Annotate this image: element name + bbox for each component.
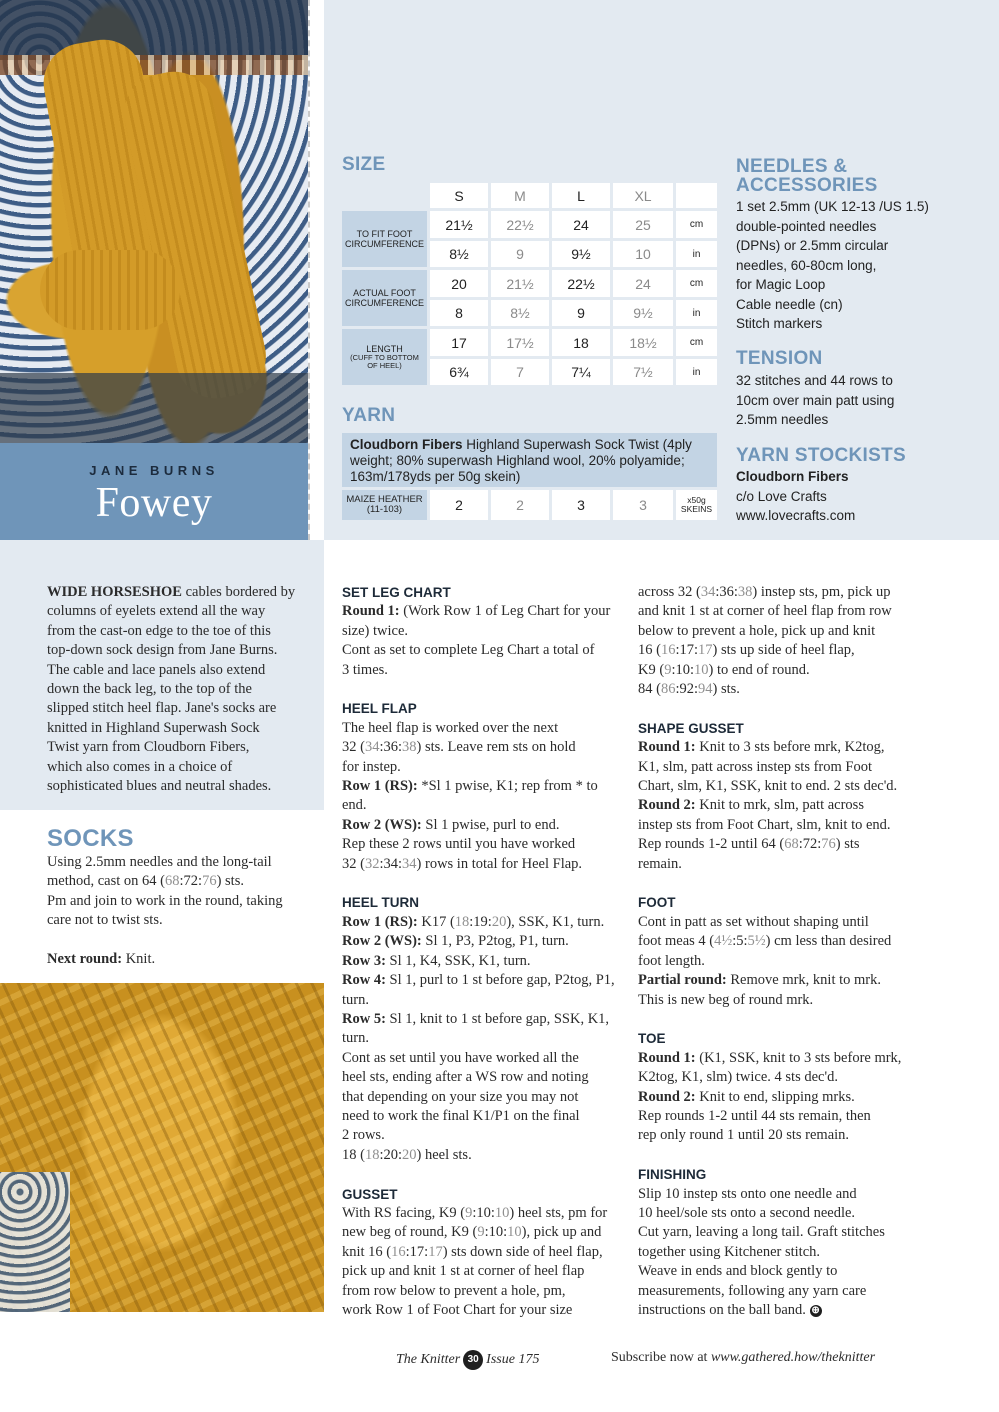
- size-value: 38: [402, 739, 417, 756]
- text-line: size) twice.: [342, 622, 409, 639]
- size-value: 9: [465, 1204, 473, 1221]
- stockist-line: c/o Love Crafts: [736, 488, 827, 504]
- needles-line: Stitch markers: [736, 316, 823, 331]
- yarn-qty: 3: [613, 490, 673, 520]
- text-line: pick up and knit 1 st at corner of heel flap: [342, 1263, 585, 1280]
- instruction-text: Knit to 3 sts before mrk, K2tog,: [695, 739, 885, 756]
- table-cell: 24: [552, 211, 610, 238]
- intro-line: knitted in Highland Superwash Sock: [47, 719, 260, 736]
- footer-subscribe: [611, 1350, 875, 1366]
- text-line: need to work the final K1/P1 on the final: [342, 1107, 580, 1124]
- table-cell: 22½: [552, 270, 610, 297]
- table-cell: 8½: [491, 300, 549, 326]
- instruction-text: *Sl 1 pwise, K1; rep from * to: [417, 778, 598, 795]
- instruction-label: Row 3:: [342, 952, 386, 969]
- text-part: ), pick up and: [521, 1224, 602, 1241]
- intro-line: top-down sock design from Jane Burns.: [47, 642, 278, 659]
- text-line: measurements, following any yarn care: [638, 1282, 867, 1299]
- instruction-text: Sl 1, purl to 1 st before gap, P2tog, P1,: [385, 972, 615, 989]
- text-line: remain.: [638, 855, 682, 872]
- pattern-title: Fowey: [95, 480, 213, 526]
- title-block: [0, 443, 308, 540]
- text-part: 32 (: [342, 855, 365, 872]
- issue-number: Issue 175: [486, 1352, 540, 1368]
- size-value: 76: [202, 873, 217, 890]
- table-cell: 24: [613, 270, 673, 297]
- table-cell: 9: [552, 300, 610, 326]
- text-part: With RS facing, K9 (: [342, 1204, 466, 1221]
- text-line: below to prevent a hole, pick up and knit: [638, 622, 876, 639]
- text-line: Cut yarn, leaving a long tail. Graft stitches: [638, 1224, 885, 1241]
- right-column: [638, 583, 923, 1320]
- text-line: Pm and join to work in the round, taking: [47, 892, 283, 909]
- magazine-name: The Knitter: [396, 1352, 461, 1368]
- text-line: from row below to prevent a hole, pm,: [342, 1282, 566, 1299]
- cable-closeup-photo: [0, 983, 324, 1312]
- tension-line: 2.5mm needles: [736, 412, 829, 427]
- text-part: across 32 (: [638, 584, 701, 600]
- instruction-text: (K1, SSK, knit to 3 sts before mrk,: [695, 1049, 902, 1066]
- intro-line: sophisticated blues and neutral shades.: [47, 778, 272, 795]
- text-line: turn.: [342, 991, 369, 1008]
- size-value: 9: [477, 1224, 485, 1241]
- table-cell: 7: [491, 359, 549, 385]
- size-value: 17: [428, 1243, 443, 1260]
- text-line: care not to twist sts.: [47, 912, 163, 929]
- tension-line: 10cm over main patt using: [736, 392, 895, 408]
- text-line: work Row 1 of Foot Chart for your size: [342, 1301, 573, 1318]
- tension-heading: TENSION: [736, 348, 823, 369]
- text-part: :10:: [472, 1204, 495, 1221]
- size-value: 20: [402, 1146, 417, 1163]
- text-part: ) heel sts.: [416, 1146, 472, 1163]
- instruction-text: Sl 1, K4, SSK, K1, turn.: [385, 952, 531, 969]
- row-label-actual: ACTUAL FOOT CIRCUMFERENCE: [342, 270, 427, 326]
- table-cell: 18½: [613, 329, 673, 356]
- text-part: 18 (: [342, 1146, 365, 1163]
- instruction-label: Next round:: [47, 951, 123, 968]
- yarn-description: [342, 433, 717, 487]
- footer-magazine: [396, 1350, 539, 1370]
- yarn-unit: x50g SKEINS: [676, 490, 717, 520]
- text-part: K17 (: [417, 913, 455, 930]
- row-label-length: [342, 329, 427, 385]
- text-part: method, cast on 64 (: [47, 873, 165, 890]
- instruction-label: Round 2:: [638, 797, 696, 814]
- text-line: Chart, slm, K1, SSK, knit to end. 2 sts dec'd.: [638, 778, 898, 795]
- text-part: 32 (: [342, 739, 365, 756]
- socks-heading: SOCKS: [47, 825, 134, 852]
- instruction-text: Knit.: [122, 951, 156, 968]
- heel-flap-heading: HEEL FLAP: [342, 701, 417, 717]
- text-line: Using 2.5mm needles and the long-tail: [47, 854, 272, 870]
- instruction-label: Round 1:: [342, 603, 400, 620]
- unit-cell: in: [676, 300, 717, 326]
- text-line: Weave in ends and block gently to: [638, 1263, 838, 1280]
- text-part: ) to end of round.: [708, 661, 810, 678]
- needles-line: double-pointed needles: [736, 218, 877, 234]
- intro-line: down the back leg, to the top of the: [47, 681, 252, 698]
- text-part: ) sts: [835, 836, 860, 853]
- stockists-heading: YARN STOCKISTS: [736, 445, 906, 466]
- stockists-section: [736, 446, 956, 526]
- page-number: 30: [463, 1350, 483, 1370]
- text-line: turn.: [342, 1030, 369, 1047]
- subscribe-text: Subscribe now at: [611, 1350, 711, 1365]
- instruction-label: Partial round:: [638, 972, 727, 989]
- intro-line: from the cast-on edge to the toe of this: [47, 622, 271, 639]
- text-line: rep only round 1 until 20 sts remain.: [638, 1127, 850, 1144]
- instruction-label: Row 2 (WS):: [342, 816, 422, 833]
- table-cell: 17½: [491, 329, 549, 356]
- table-cell: 17: [430, 329, 488, 356]
- intro-text: [47, 583, 309, 796]
- text-line: foot length.: [638, 952, 705, 969]
- size-value: 18: [454, 913, 470, 930]
- table-cell: 25: [613, 211, 673, 238]
- text-part: knit 16 (: [342, 1243, 392, 1260]
- instruction-text: Sl 1 pwise, purl to end.: [421, 816, 560, 833]
- text-part: new beg of round, K9 (: [342, 1224, 478, 1241]
- intro-line: columns of eyelets extend all the way: [47, 603, 266, 620]
- intro-line: The cable and lace panels also extend: [47, 661, 266, 678]
- size-value: 76: [821, 836, 836, 853]
- instruction-label: Row 4:: [342, 972, 386, 989]
- unit-cell: cm: [676, 270, 717, 297]
- text-part: Rep rounds 1-2 until 64 (: [638, 836, 785, 853]
- intro-line: Twist yarn from Cloudborn Fibers,: [47, 739, 250, 756]
- text-part: :10:: [484, 1224, 508, 1241]
- text-line: Cont as set until you have worked all the: [342, 1049, 579, 1066]
- size-value: 34: [364, 739, 380, 756]
- size-value: 20: [491, 913, 507, 930]
- gusset-heading: GUSSET: [342, 1186, 398, 1202]
- tension-section: [736, 349, 956, 430]
- unit-cell: in: [676, 359, 717, 385]
- table-cell: 8: [430, 300, 488, 326]
- instruction-label: Row 1 (RS):: [342, 778, 418, 795]
- size-col-m: M: [491, 183, 549, 208]
- yarn-qty: 3: [552, 490, 610, 520]
- instruction-label: Row 5:: [342, 1010, 386, 1027]
- middle-column: [342, 583, 627, 1320]
- instruction-text: Sl 1, knit to 1 st before gap, SSK, K1,: [385, 1010, 610, 1027]
- table-cell: 9: [491, 241, 549, 267]
- size-value: 9: [664, 661, 672, 678]
- text-part: ), SSK, K1, turn.: [506, 913, 605, 930]
- size-value: 34: [700, 584, 716, 600]
- text-part: 16 (: [638, 642, 661, 659]
- foot-heading: FOOT: [638, 895, 676, 911]
- text-line: and knit 1 st at corner of heel flap from row: [638, 603, 892, 620]
- text-part: :36:: [379, 739, 403, 756]
- designer-name: JANE BURNS: [89, 463, 219, 478]
- intro-line: which also comes in a choice of: [47, 758, 233, 775]
- text-part: ) sts. Leave rem sts on hold: [416, 739, 576, 756]
- needles-line: (DPNs) or 2.5mm circular: [736, 238, 889, 253]
- table-cell: 7¼: [552, 359, 610, 385]
- text-line: instep sts from Foot Chart, slm, knit to end.: [638, 816, 891, 833]
- text-part: ) sts.: [216, 873, 244, 890]
- size-value: 10: [494, 1204, 510, 1221]
- text-line: 3 times.: [342, 661, 388, 678]
- text-part: :19:: [469, 913, 492, 930]
- size-value: 38: [737, 584, 753, 600]
- text-part: ) rows in total for Heel Flap.: [416, 855, 583, 872]
- instruction-text: Sl 1, P3, P2tog, P1, turn.: [421, 933, 569, 950]
- size-col-l: L: [552, 183, 610, 208]
- needles-line: Cable needle (cn): [736, 296, 843, 312]
- needles-line: needles, 60-80cm long,: [736, 257, 877, 273]
- size-value: 32: [364, 855, 380, 872]
- text-part: :92:: [675, 681, 699, 698]
- yarn-shade: MAIZE HEATHER (11-103): [342, 490, 427, 520]
- text-line: end.: [342, 797, 367, 814]
- text-line: heel sts, ending after a WS row and noting: [342, 1069, 589, 1086]
- shape-gusset-heading: SHAPE GUSSET: [638, 720, 744, 736]
- instruction-text: Remove mrk, knit to mrk.: [726, 972, 881, 989]
- text-line: Rep these 2 rows until you have worked: [342, 836, 576, 853]
- table-cell: 21½: [491, 270, 549, 297]
- end-mark-icon: ⊕: [811, 1304, 820, 1316]
- size-value: 86: [660, 681, 676, 698]
- table-cell: 20: [430, 270, 488, 297]
- yarn-details: Highland Superwash Sock Twist (4ply weight; 80% superwash Highland wool, 20% polyamide; 163m/178yds per 50g skein): [350, 437, 692, 484]
- size-value: 18: [364, 1146, 380, 1163]
- size-heading: SIZE: [342, 154, 386, 175]
- size-value: 10: [507, 1224, 522, 1241]
- text-part: ) sts down side of heel flap,: [442, 1243, 603, 1260]
- text-line: Slip 10 instep sts onto one needle and: [638, 1185, 857, 1202]
- stockist-url[interactable]: www.lovecrafts.com: [736, 508, 856, 523]
- text-line: 10 heel/sole sts onto a second needle.: [638, 1204, 856, 1221]
- size-value: 34: [402, 855, 417, 872]
- size-value: 17: [698, 642, 713, 659]
- table-cell: 7½: [613, 359, 673, 385]
- text-line: The heel flap is worked over the next: [342, 719, 559, 736]
- text-line: 2 rows.: [342, 1127, 385, 1144]
- size-value: 4½: [714, 933, 733, 950]
- text-part: ) heel sts, pm for: [509, 1204, 608, 1221]
- text-part: :10:: [671, 661, 694, 678]
- unit-cell: in: [676, 241, 717, 267]
- instruction-label: Round 1:: [638, 1049, 696, 1066]
- unit-cell: cm: [676, 211, 717, 238]
- text-part: ) sts.: [712, 681, 740, 698]
- text-part: :17:: [675, 642, 699, 659]
- perforation-divider: [308, 0, 324, 540]
- text-line: K2tog, K1, slm) twice. 4 sts dec'd.: [638, 1069, 838, 1086]
- subscribe-link[interactable]: www.gathered.how/theknitter: [710, 1350, 876, 1365]
- size-col-s: S: [430, 183, 488, 208]
- row-label-length-sub: (CUFF TO BOTTOM OF HEEL): [350, 353, 419, 370]
- text-part: :20:: [379, 1146, 403, 1163]
- intro-line: cables bordered by: [181, 584, 296, 600]
- text-line: that depending on your size you may not: [342, 1088, 579, 1105]
- text-part: :5:: [732, 933, 748, 950]
- heel-turn-heading: HEEL TURN: [342, 895, 420, 911]
- table-cell: 18: [552, 329, 610, 356]
- row-label-length-main: LENGTH: [366, 344, 403, 354]
- sock-photo: [0, 0, 308, 443]
- instruction-label: Row 2 (WS):: [342, 933, 422, 950]
- text-line: together using Kitchener stitch.: [638, 1243, 821, 1260]
- text-part: instructions on the ball band.: [638, 1301, 810, 1318]
- needles-section: [736, 157, 956, 334]
- text-part: :17:: [405, 1243, 429, 1260]
- instruction-label: Round 2:: [638, 1088, 696, 1105]
- yarn-qty: 2: [491, 490, 549, 520]
- needles-list: [736, 197, 956, 334]
- table-cell: 9½: [552, 241, 610, 267]
- text-line: This is new beg of round mrk.: [638, 991, 814, 1008]
- toe-heading: TOE: [638, 1031, 666, 1047]
- instruction-text: Knit to mrk, slm, patt across: [695, 797, 864, 814]
- text-part: 84 (: [638, 681, 661, 698]
- table-cell: 21½: [430, 211, 488, 238]
- instruction-text: (Work Row 1 of Leg Chart for your: [399, 603, 611, 620]
- needles-line: 1 set 2.5mm (UK 12-13 /US 1.5): [736, 199, 929, 214]
- text-part: ) cm less than desired: [765, 933, 892, 950]
- size-value: 68: [784, 836, 799, 853]
- yarn-brand: Cloudborn Fibers: [350, 437, 463, 452]
- table-cell: 22½: [491, 211, 549, 238]
- needles-line: for Magic Loop: [736, 277, 826, 292]
- size-value: 16: [391, 1243, 406, 1260]
- size-col-unit-blank: [676, 183, 717, 208]
- text-part: :36:: [715, 584, 738, 600]
- table-cell: 6¾: [430, 359, 488, 385]
- instruction-label: Row 1 (RS):: [342, 913, 418, 930]
- text-part: foot meas 4 (: [638, 933, 715, 950]
- text-line: K1, slm, patt across instep sts from Foot: [638, 758, 873, 775]
- leg-heading: SET LEG CHART: [342, 585, 451, 600]
- stockist-brand: Cloudborn Fibers: [736, 469, 849, 484]
- instruction-label: Round 1:: [638, 739, 696, 756]
- text-line: Cont in patt as set without shaping until: [638, 913, 869, 930]
- intro-lead: WIDE HORSESHOE: [47, 584, 182, 600]
- size-value: 16: [660, 642, 676, 659]
- text-part: :34:: [379, 855, 403, 872]
- text-part: ) instep sts, pm, pick up: [752, 584, 891, 600]
- text-line: Cont as set to complete Leg Chart a total of: [342, 642, 595, 659]
- table-cell: 8½: [430, 241, 488, 267]
- size-value: 10: [694, 661, 709, 678]
- instruction-text: Knit to end, slipping mrks.: [695, 1088, 855, 1105]
- socks-section: [47, 825, 309, 969]
- yarn-heading: YARN: [342, 405, 396, 426]
- size-value: 5½: [747, 933, 766, 950]
- text-part: K9 (: [638, 661, 665, 678]
- yarn-qty: 2: [430, 490, 488, 520]
- size-value: 68: [165, 873, 180, 890]
- text-part: :72:: [179, 873, 203, 890]
- table-cell: 10: [613, 241, 673, 267]
- needles-heading: NEEDLES & ACCESSORIES: [736, 156, 878, 196]
- intro-line: slipped stitch heel flap. Jane's socks are: [47, 700, 277, 717]
- size-value: 94: [698, 681, 713, 698]
- text-line: Rep rounds 1-2 until 44 sts remain, then: [638, 1107, 871, 1124]
- text-part: ) sts up side of heel flap,: [712, 642, 855, 659]
- text-line: for instep.: [342, 758, 401, 775]
- tension-line: 32 stitches and 44 rows to: [736, 373, 893, 388]
- finishing-heading: FINISHING: [638, 1167, 707, 1183]
- text-part: :72:: [798, 836, 822, 853]
- table-cell: 9½: [613, 300, 673, 326]
- unit-cell: cm: [676, 329, 717, 356]
- row-label-fit: TO FIT FOOT CIRCUMFERENCE: [342, 211, 427, 267]
- size-col-xl: XL: [613, 183, 673, 208]
